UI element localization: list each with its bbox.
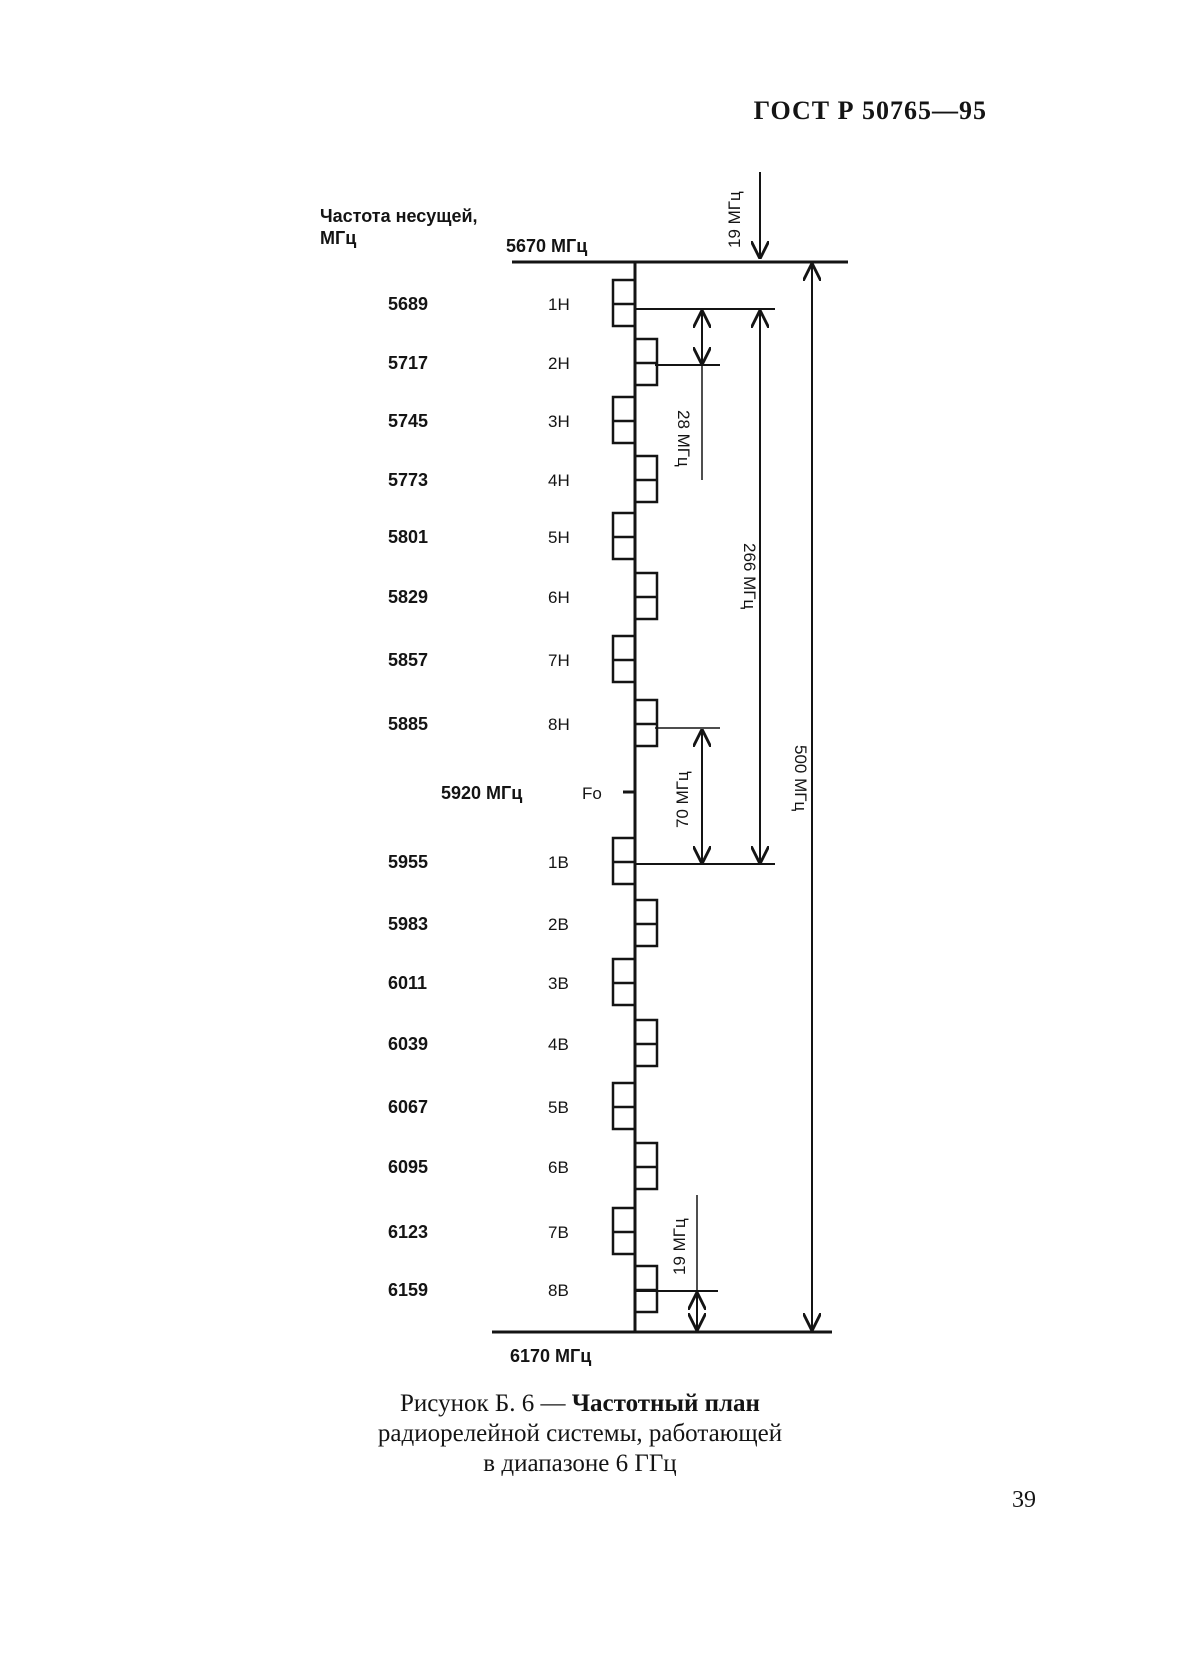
channel-bracket xyxy=(613,636,635,682)
channel-label: 6Н xyxy=(548,588,570,607)
full-band-label: 500 МГц xyxy=(791,745,810,812)
channel-bracket xyxy=(635,1143,657,1189)
upper-channel-row xyxy=(388,900,657,946)
center-gap-label: 70 МГц xyxy=(673,771,692,828)
axis-title-line1: Частота несущей, xyxy=(320,206,478,226)
upper-channel-row xyxy=(388,1208,635,1254)
channel-frequency: 6095 xyxy=(388,1157,429,1177)
top-edge-label: 5670 МГц xyxy=(506,236,588,256)
channel-frequency: 5829 xyxy=(388,587,429,607)
caption-prefix: Рисунок Б. 6 — xyxy=(400,1390,572,1417)
bottom-guard-label: 19 МГц xyxy=(670,1218,689,1275)
channel-bracket xyxy=(613,959,635,1005)
lower-channel-row xyxy=(388,339,657,385)
channel-bracket xyxy=(613,838,635,884)
lower-channel-row xyxy=(388,280,635,326)
caption-line1 xyxy=(300,1389,860,1419)
upper-channel-row xyxy=(388,959,635,1005)
channel-spacing-label: 28 МГц xyxy=(674,410,693,467)
channel-frequency: 6039 xyxy=(388,1034,429,1054)
channel-frequency: 5983 xyxy=(388,914,429,934)
half-band-label: 266 МГц xyxy=(740,543,759,610)
channel-bracket xyxy=(635,456,657,502)
page-number: 39 xyxy=(1012,1487,1036,1513)
bottom-edge-label: 6170 МГц xyxy=(510,1346,592,1366)
channel-bracket xyxy=(613,1083,635,1129)
channel-label: 6В xyxy=(548,1158,569,1177)
caption-title: Частотный план xyxy=(571,1390,760,1417)
channel-label: 2В xyxy=(548,915,569,934)
lower-channel-row xyxy=(388,456,657,502)
document-header: ГОСТ Р 50765—95 xyxy=(753,96,987,125)
channel-bracket xyxy=(613,397,635,443)
channel-frequency: 6123 xyxy=(388,1222,429,1242)
lower-channel-row xyxy=(388,513,635,559)
upper-channel-row xyxy=(388,838,635,884)
channel-bracket xyxy=(635,900,657,946)
channel-frequency: 6159 xyxy=(388,1280,429,1300)
channel-bracket xyxy=(635,339,657,385)
channel-bracket xyxy=(635,700,657,746)
channel-frequency: 5689 xyxy=(388,294,429,314)
channel-bracket xyxy=(635,1266,657,1312)
channel-label: 4Н xyxy=(548,471,570,490)
lower-channel-row xyxy=(388,397,635,443)
axis-title-line2: МГц xyxy=(320,228,357,248)
channel-bracket xyxy=(613,513,635,559)
channel-label: 3В xyxy=(548,974,569,993)
channel-frequency: 6011 xyxy=(388,973,428,993)
lower-channel-row xyxy=(388,700,657,746)
channel-frequency: 6067 xyxy=(388,1097,429,1117)
caption-line3: в диапазоне 6 ГГц xyxy=(483,1450,677,1477)
lower-channel-row xyxy=(388,636,635,682)
channel-frequency: 5745 xyxy=(388,411,429,431)
channel-frequency: 5801 xyxy=(388,527,429,547)
channel-bracket xyxy=(635,1020,657,1066)
channel-label: 5Н xyxy=(548,528,570,547)
channel-frequency: 5857 xyxy=(388,650,429,670)
top-guard-label: 19 МГц xyxy=(725,191,744,248)
channel-frequency: 5773 xyxy=(388,470,429,490)
channel-label: 4В xyxy=(548,1035,569,1054)
upper-channel-row xyxy=(388,1266,657,1312)
caption-line2: радиорелейной системы, работающей xyxy=(377,1420,783,1447)
channel-label: 1В xyxy=(548,853,569,872)
channel-label: 1Н xyxy=(548,295,570,314)
channel-label: 5В xyxy=(548,1098,569,1117)
channel-frequency: 5885 xyxy=(388,714,429,734)
channel-rows xyxy=(388,280,657,1312)
upper-channel-row xyxy=(388,1143,657,1189)
upper-channel-row xyxy=(388,1083,635,1129)
channel-label: 7Н xyxy=(548,651,570,670)
upper-channel-row xyxy=(388,1020,657,1066)
figure-caption xyxy=(300,1389,860,1479)
channel-frequency: 5717 xyxy=(388,353,429,373)
channel-bracket xyxy=(635,573,657,619)
channel-frequency: 5955 xyxy=(388,852,429,872)
center-frequency-label: 5920 МГц xyxy=(441,783,523,803)
channel-label: 8Н xyxy=(548,715,570,734)
lower-channel-row xyxy=(388,573,657,619)
channel-label: 2Н xyxy=(548,354,570,373)
channel-label: 7В xyxy=(548,1223,569,1242)
channel-bracket xyxy=(613,280,635,326)
channel-bracket xyxy=(613,1208,635,1254)
channel-label: 8В xyxy=(548,1281,569,1300)
center-fo-label: Fo xyxy=(582,784,602,803)
channel-label: 3Н xyxy=(548,412,570,431)
